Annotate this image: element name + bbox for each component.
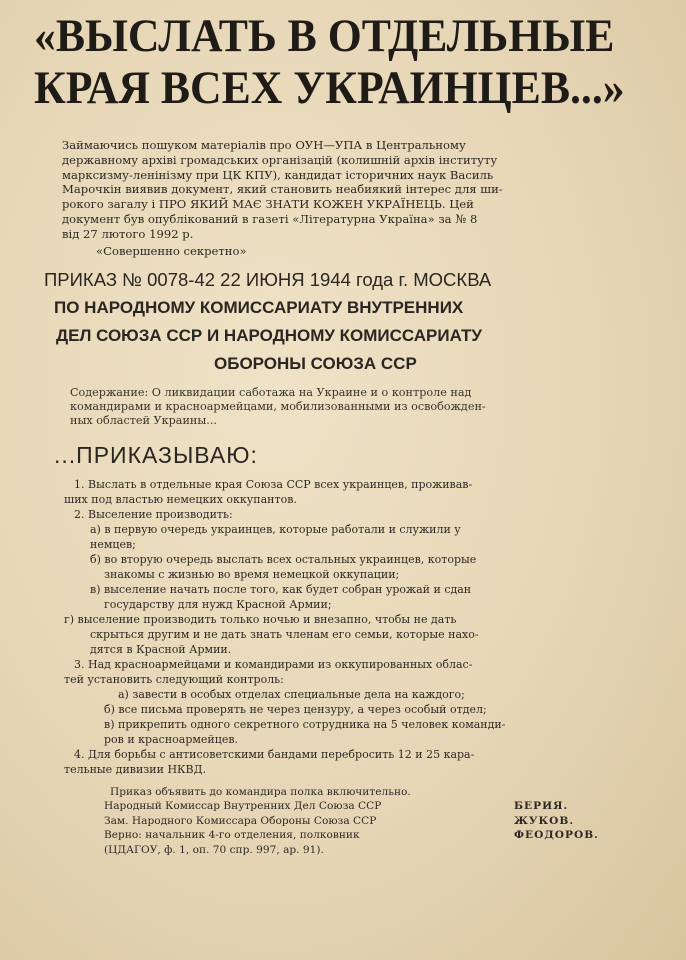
order-body-line: г) выселение производить только ночью и внезапно, чтобы не дать [64, 612, 457, 626]
order-body-line: б) во вторую очередь выслать всех остальных украинцев, которые [90, 552, 477, 566]
document-title [34, 10, 625, 114]
content-line: Содержание: О ликвидации саботажа на Украине и о контроле над [70, 385, 472, 399]
signature-name: ФЕОДОРОВ. [514, 829, 599, 842]
content-line: ных областей Украины... [70, 413, 217, 427]
intro-line: від 27 лютого 1992 р. [62, 226, 194, 241]
order-body-line: 2. Выселение производить: [74, 507, 233, 521]
content-line: командирами и красноармейцами, мобилизованными из освобожден- [70, 399, 486, 413]
intro-line: державному архіві громадських організацій (колишній архів інституту [62, 152, 498, 167]
signature-name: ЖУКОВ. [514, 814, 575, 827]
title-line-2: КРАЯ ВСЕХ УКРАИНЦЕВ...» [34, 62, 625, 114]
order-header-line-3: ДЕЛ СОЮЗА ССР И НАРОДНОМУ КОМИССАРИАТУ [56, 325, 482, 345]
announce-line: Приказ объявить до командира полка включительно. [110, 785, 411, 798]
order-body-line: в) выселение начать после того, как будет собран урожай и сдан [90, 582, 472, 596]
signature-block [104, 785, 658, 858]
order-body-line: 1. Выслать в отдельные края Союза ССР всех украинцев, проживав- [74, 477, 473, 491]
order-body-line: скрыться другим и не дать знать членам его семьи, которые нахо- [90, 627, 479, 641]
order-body-line: б) все письма проверять не через цензуру, а через особый отдел; [104, 702, 487, 716]
order-header-line-1: ПРИКАЗ № 0078-42 22 ИЮНЯ 1944 года г. МОСКВА [44, 268, 492, 290]
archive-reference: (ЦДАГОУ, ф. 1, оп. 70 спр. 997, ар. 91). [104, 843, 324, 856]
signature-position: Народный Комиссар Внутренних Дел Союза ССР [104, 800, 382, 813]
signature-position: Зам. Народного Комиссара Обороны Союза ССР [104, 814, 377, 827]
order-body-line: ших под властью немецких оккупантов. [64, 492, 297, 506]
content-summary [70, 386, 640, 428]
order-body-line: немцев; [90, 537, 136, 551]
signature-position: Верно: начальник 4-го отделения, полковник [104, 829, 360, 842]
intro-line: документ був опублікований в газеті «Літературна Україна» за № 8 [62, 211, 478, 226]
order-header [44, 266, 658, 378]
order-body-line: в) прикрепить одного секретного сотрудника на 5 человек команди- [104, 717, 506, 731]
order-body-line: 4. Для борьбы с антисоветскими бандами перебросить 12 и 25 карa- [74, 747, 475, 761]
order-header-line-2: ПО НАРОДНОМУ КОМИССАРИАТУ ВНУТРЕННИХ [54, 297, 464, 317]
secret-label: «Совершенно секретно» [96, 243, 247, 258]
order-header-line-4: ОБОРОНЫ СОЮЗА ССР [214, 353, 417, 373]
signature-row [104, 799, 658, 814]
order-body-line: дятся в Красной Армии. [90, 642, 232, 656]
order-body-line: тельные дивизии НКВД. [64, 762, 207, 776]
order-body-line: а) в первую очередь украинцев, которые работали и служили у [90, 522, 461, 536]
intro-line: Займаючись пошуком матеріалів про ОУН—УПА в Центральному [62, 138, 466, 152]
order-body-line: ров и красноармейцев. [104, 732, 239, 746]
order-body [64, 477, 654, 777]
order-body-line: знакомы с жизнью во время немецкой оккупации; [104, 567, 400, 581]
order-body-line: государству для нужд Красной Армии; [104, 597, 332, 611]
order-body-line: а) завести в особых отделах специальные дела на каждого; [118, 687, 465, 701]
order-body-line: тей установить следующий контроль: [64, 672, 284, 686]
title-line-1: «ВЫСЛАТЬ В ОТДЕЛЬНЫЕ [34, 10, 615, 62]
intro-line: Марочкін виявив документ, який становить неабиякий інтерес для ши- [62, 182, 503, 197]
signature-row [104, 828, 658, 843]
intro-paragraph [62, 138, 644, 242]
signature-row [104, 814, 658, 829]
signature-name: БЕРИЯ. [514, 800, 569, 813]
order-body-line: 3. Над красноармейцами и командирами из оккупированных облас- [74, 657, 473, 671]
intro-line: марксизму-ленінізму при ЦК КПУ), кандидат історичних наук Василь [62, 167, 494, 182]
intro-line: рокого загалу і ПРО ЯКИЙ МАЄ ЗНАТИ КОЖЕН УКРАЇНЕЦЬ. Цей [62, 197, 474, 212]
orders-heading: ...ПРИКАЗЫВАЮ: [54, 441, 258, 468]
